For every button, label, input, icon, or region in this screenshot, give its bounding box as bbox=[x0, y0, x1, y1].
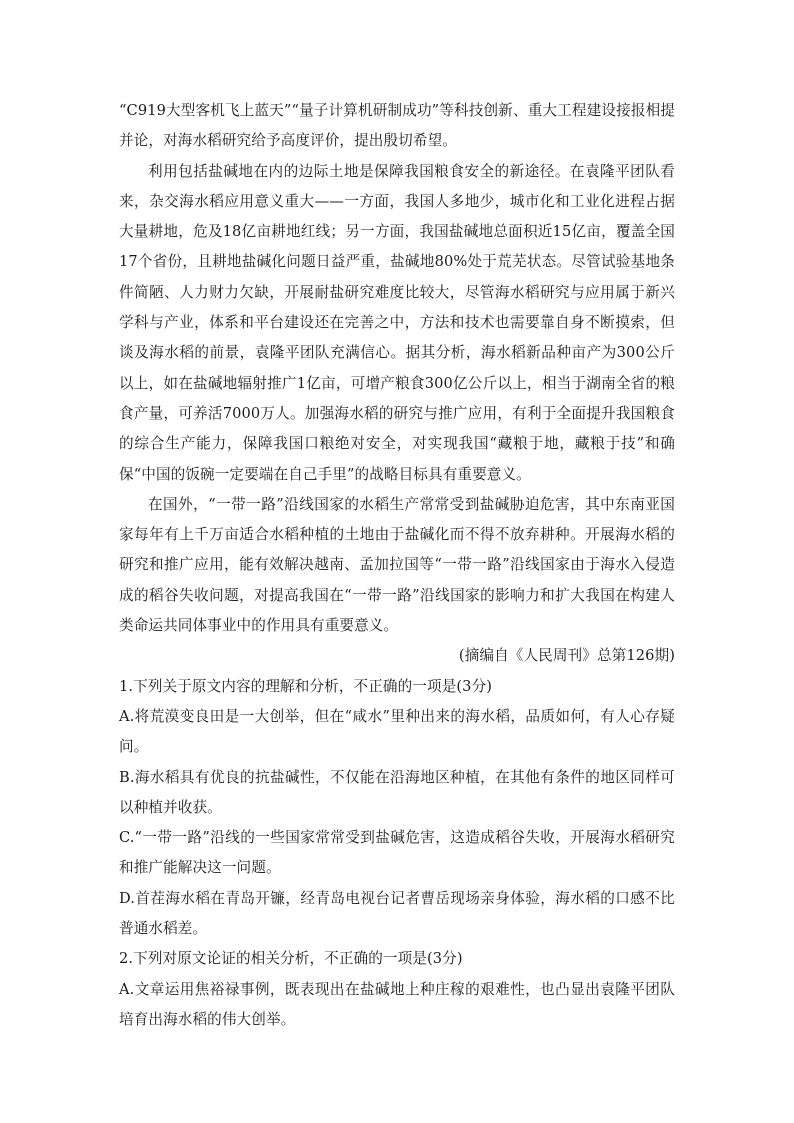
question-2-option-a: A.文章运用焦裕禄事例，既表现出在盐碱地上种庄稼的艰难性，也凸显出袁隆平团队培育出海水稻的伟大创举。 bbox=[119, 980, 675, 1028]
question-1-stem: 1.下列关于原文内容的理解和分析，不正确的一项是(3分) bbox=[119, 677, 493, 695]
question-1-option-a: A.将荒漠变良田是一大创举，但在“咸水”里种出来的海水稻，品质如何，有人心存疑问。 bbox=[119, 707, 675, 756]
document-page bbox=[119, 96, 675, 1035]
question-1-option-d: D.首茬海水稻在青岛开镰，经青岛电视台记者曹岳现场亲身体验，海水稻的口感不比普通水稻差。 bbox=[119, 889, 675, 938]
paragraph-intro: “C919大型客机飞上蓝天”“量子计算机研制成功”等科技创新、重大工程建设接报相提并论，对海水稻研究给予高度评价，提出殷切希望。 bbox=[119, 102, 675, 150]
paragraph-belt-and-road: 在国外，“一带一路”沿线国家的水稻生产常常受到盐碱胁迫危害，其中东南亚国家每年有上千万亩适合水稻种植的土地由于盐碱化而不得不放弃耕种。开展海水稻的研究和推广应用，能有效解决越南、孟加拉国等“一带一路”沿线国家由于海水入侵造成的稻谷失收问题，对提高我国在“一带一路”沿线国家的影响力和扩大我国在构建人类命运共同体事业中的作用具有重要意义。 bbox=[119, 495, 675, 635]
question-1-option-c: C.“一带一路”沿线的一些国家常常受到盐碱危害，这造成稻谷失收，开展海水稻研究和推广能解决这一问题。 bbox=[119, 829, 675, 877]
source-citation: (摘编自《人民周刊》总第126期) bbox=[458, 647, 675, 665]
question-1-option-b: B.海水稻具有优良的抗盐碱性，不仅能在沿海地区种植，在其他有条件的地区同样可以种植并收获。 bbox=[119, 768, 675, 816]
paragraph-food-security: 利用包括盐碱地在内的边际土地是保障我国粮食安全的新途径。在袁隆平团队看来，杂交海水稻应用意义重大——一方面，我国人多地少，城市化和工业化进程占据大量耕地，危及18亿亩耕地红线；另一方面，我国盐碱地总面积近15亿亩，覆盖全国17个省份，且耕地盐碱化问题日益严重，盐碱地80%处于荒芜状态。尽管试验基地条件简陋、人力财力欠缺，开展耐盐研究难度比较大，尽管海水稻研究与应用属于新兴学科与产业，体系和平台建设还在完善之中，方法和技术也需要靠自身不断摸索，但谈及海水稻的前景，袁隆平团队充满信心。据其分析，海水稻新品种亩产为300公斤以上，如在盐碱地辐射推广1亿亩，可增产粮食300亿公斤以上，相当于湖南全省的粮食产量，可养活7000万人。加强海水稻的研究与推广应用，有利于全面提升我国粮食的综合生产能力，保障我国口粮绝对安全，对实现我国“藏粮于地，藏粮于技”和确保“中国的饭碗一定要端在自己手里”的战略目标具有重要意义。 bbox=[119, 162, 675, 483]
question-2-stem: 2.下列对原文论证的相关分析，不正确的一项是(3分) bbox=[119, 950, 463, 968]
